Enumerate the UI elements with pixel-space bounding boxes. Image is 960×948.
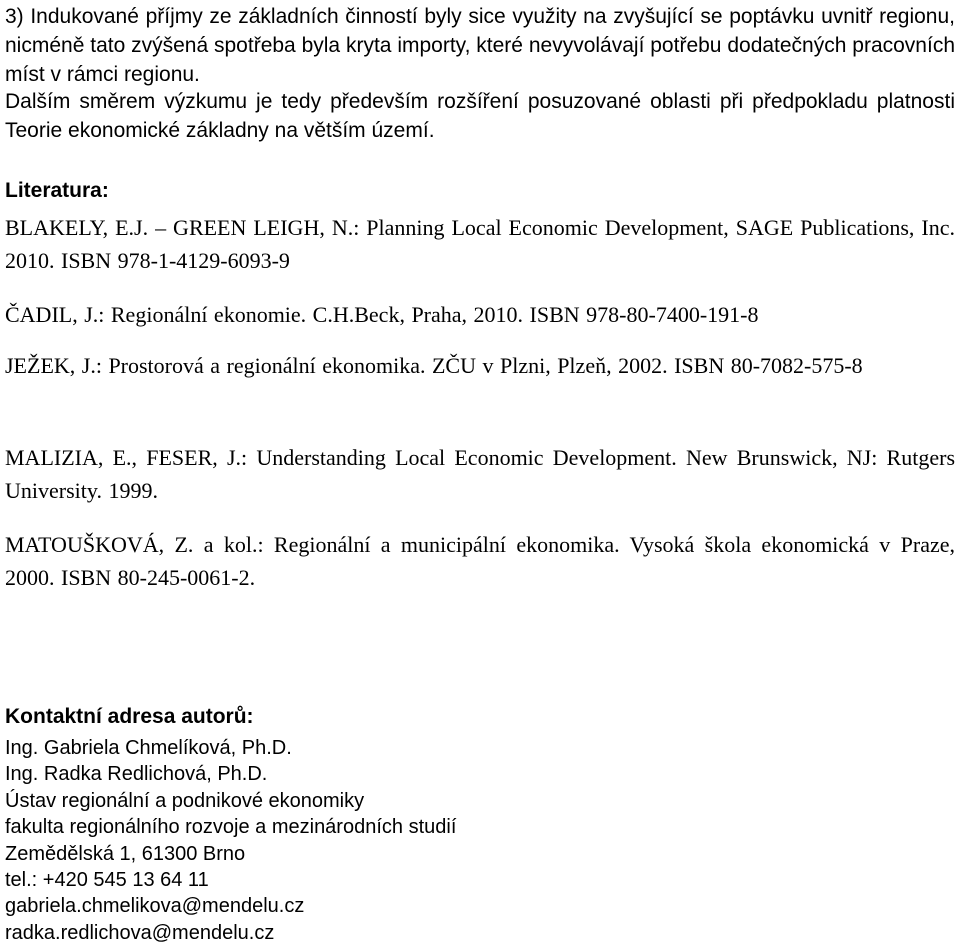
reference-item: MALIZIA, E., FESER, J.: Understanding Local Economic Development. New Brunswick, NJ: Rutgers University. 1999.: [5, 445, 955, 503]
reference-item: ČADIL, J.: Regionální ekonomie. C.H.Beck, Praha, 2010. ISBN 978-80-7400-191-8: [5, 302, 759, 327]
paragraph-further-research: Dalším směrem výzkumu je tedy především rozšíření posuzované oblasti při předpokladu platnosti Teorie ekonomické základny na větším území.: [5, 90, 955, 142]
contact-street-address: Zemědělská 1, 61300 Brno: [5, 842, 246, 865]
contact-name-1: Ing. Gabriela Chmelíková, Ph.D.: [5, 737, 292, 759]
reference-item: MATOUŠKOVÁ, Z. a kol.: Regionální a municipální ekonomika. Vysoká škola ekonomická v Praze, 2000. ISBN 80-245-0061-2.: [5, 532, 955, 590]
reference-item: BLAKELY, E.J. – GREEN LEIGH, N.: Planning Local Economic Development, SAGE Publications, Inc. 2010. ISBN 978-1-4129-6093-9: [5, 215, 955, 273]
contact-department: Ústav regionální a podnikové ekonomiky: [5, 789, 365, 812]
contact-email-2[interactable]: radka.redlichova@mendelu.cz: [5, 921, 275, 944]
contact-phone: tel.: +420 545 13 64 11: [5, 869, 209, 892]
literature-heading: Literatura:: [5, 179, 109, 202]
contact-email-1[interactable]: gabriela.chmelikova@mendelu.cz: [5, 895, 305, 918]
contact-faculty: fakulta regionálního rozvoje a mezinárodních studií: [5, 816, 457, 839]
contact-name-2: Ing. Radka Redlichová, Ph.D.: [5, 763, 268, 786]
contact-address-block: [5, 735, 456, 946]
paragraph-induced-income: 3) Indukované příjmy ze základních činností byly sice využity na zvyšující se poptávku uvnitř regionu, nicméně tato zvýšená spotřeba byla kryta importy, které nevyvolávají potřebu dodatečných pracovních míst v rámci regionu.: [5, 5, 955, 86]
contact-heading: Kontaktní adresa autorů:: [5, 705, 254, 728]
reference-item: JEŽEK, J.: Prostorová a regionální ekonomika. ZČU v Plzni, Plzeň, 2002. ISBN 80-7082-575-8: [5, 353, 863, 378]
